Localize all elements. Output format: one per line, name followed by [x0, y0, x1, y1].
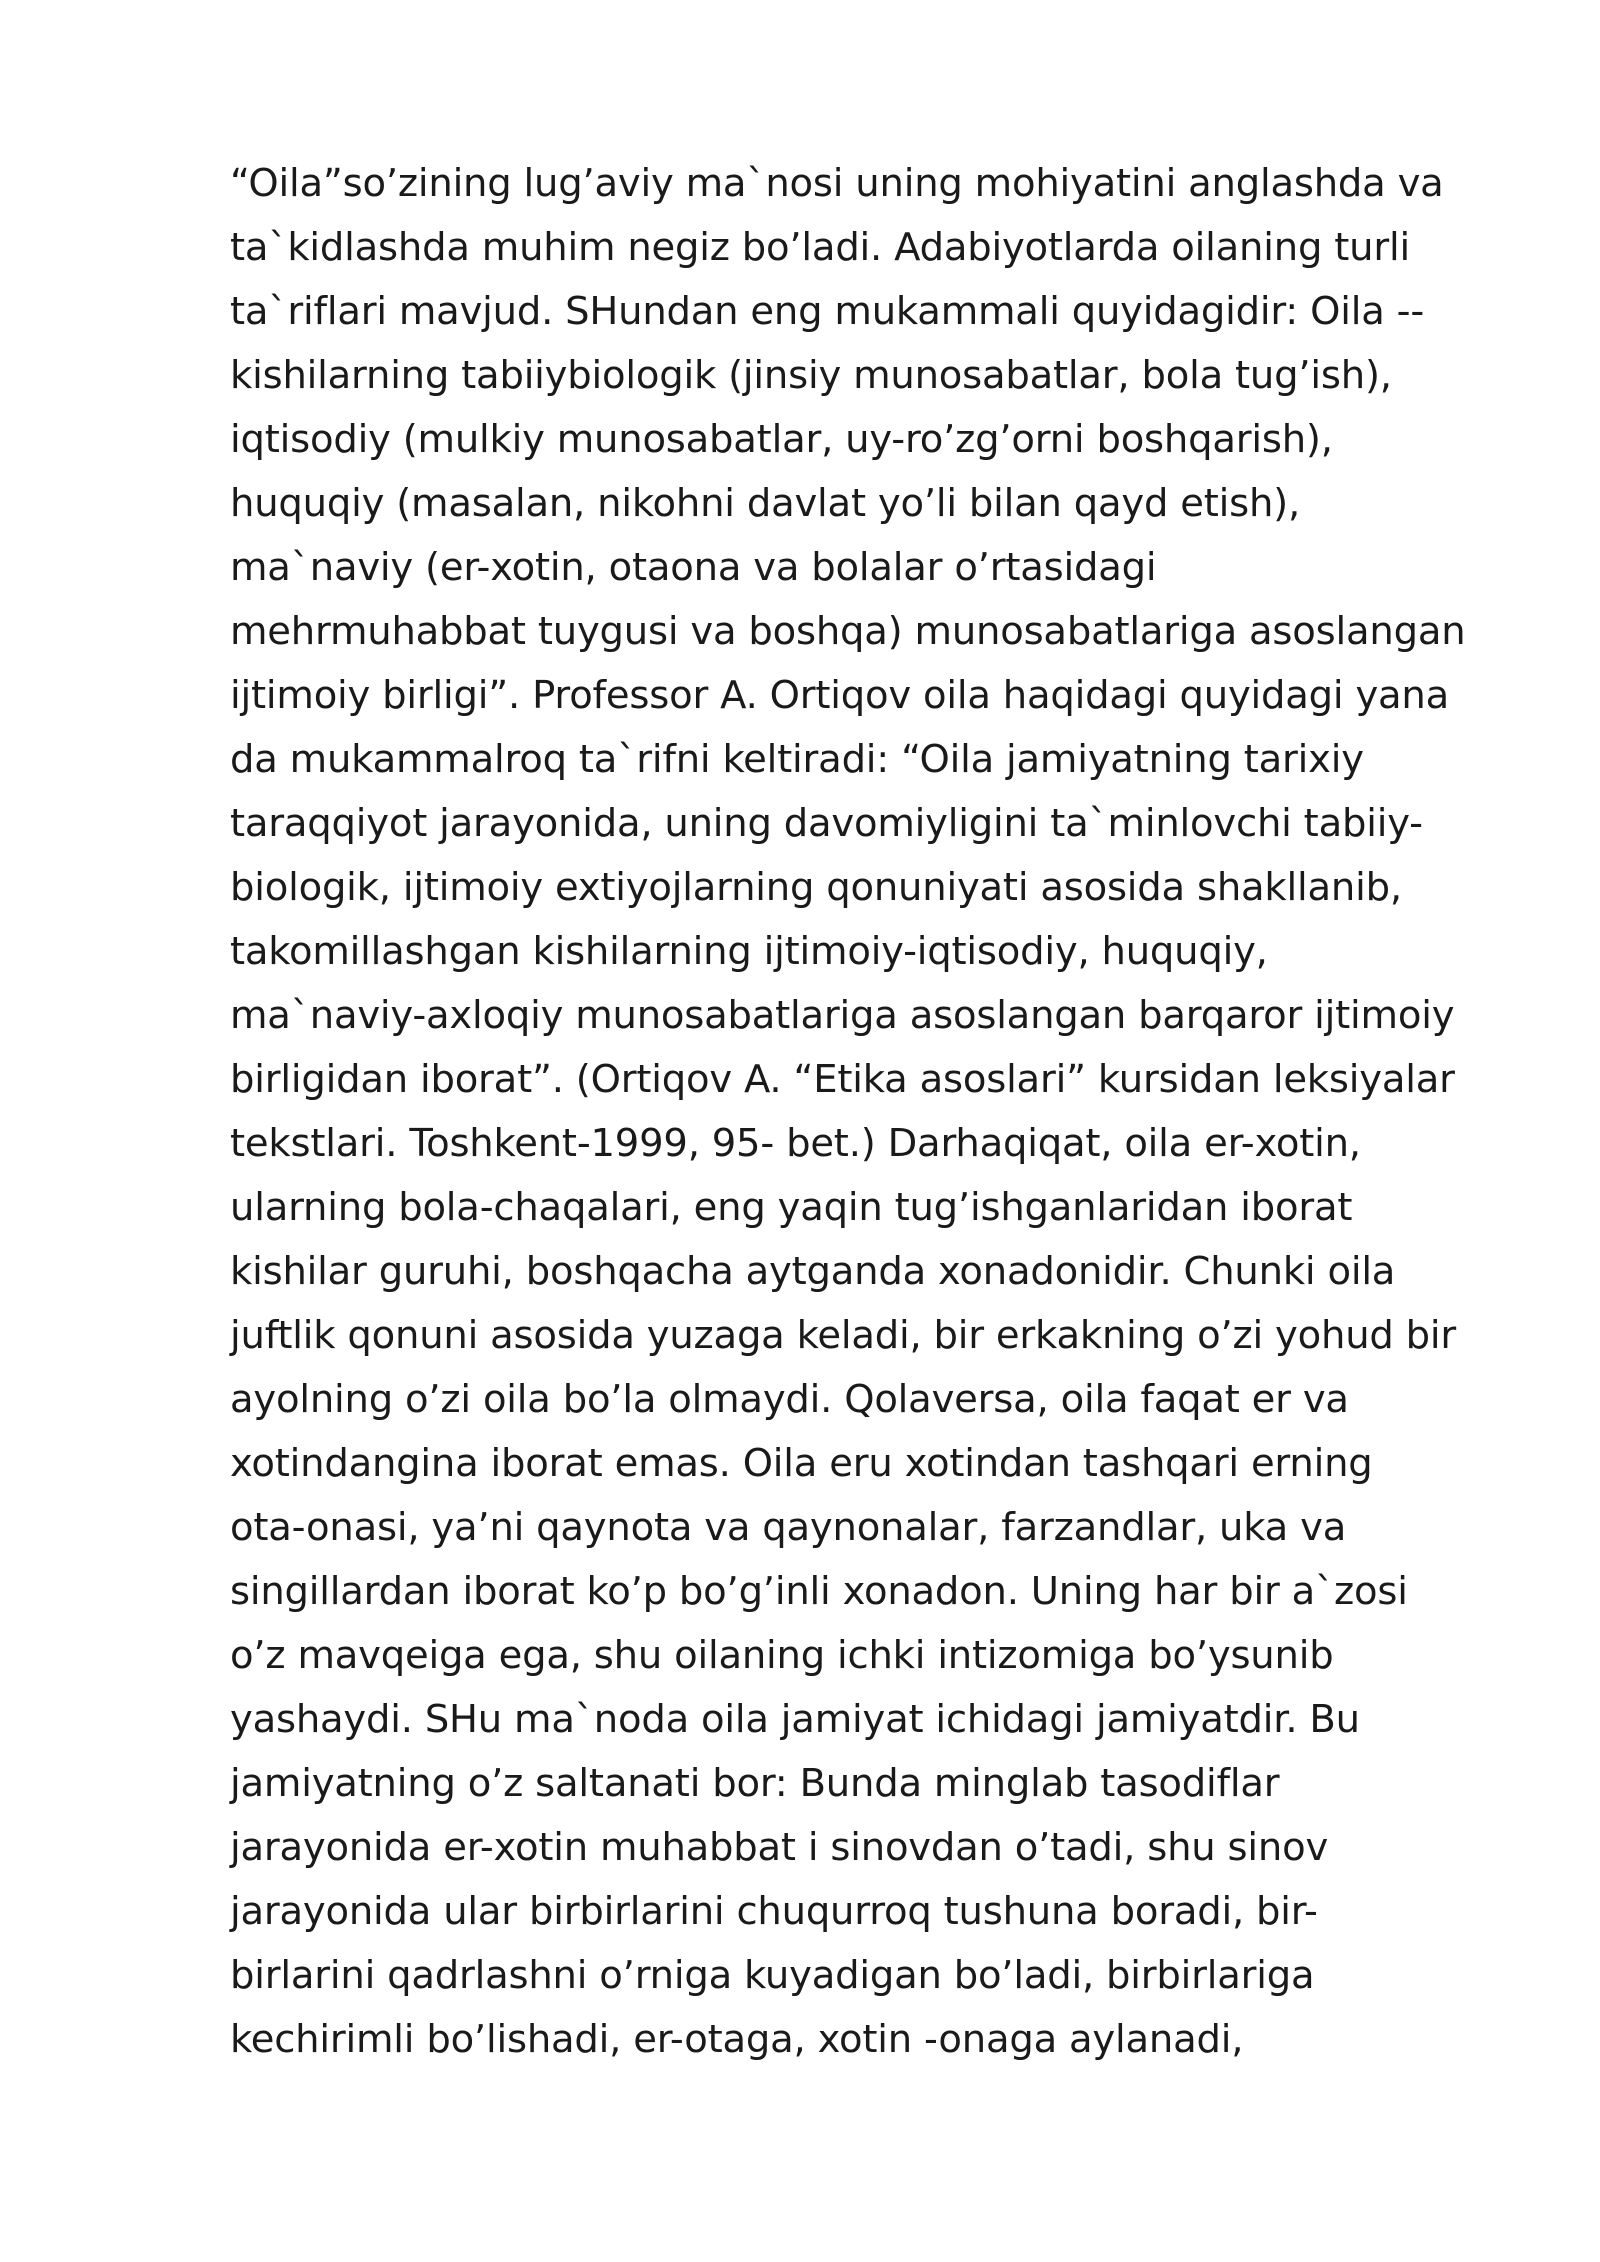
text-line: ma`naviy (er-xotin, otaona va bolalar o’rtasidagi: [230, 545, 1157, 590]
text-line: huquqiy (masalan, nikohni davlat yo’li bilan qayd etish),: [230, 481, 1301, 526]
text-line: iqtisodiy (mulkiy munosabatlar, uy-ro’zg’orni boshqarish),: [230, 417, 1333, 462]
text-line: da mukammalroq ta`rifni keltiradi: “Oila jamiyatning tarixiy: [230, 737, 1364, 782]
text-line: ta`kidlashda muhim negiz bo’ladi. Adabiyotlarda oilaning turli: [230, 225, 1410, 270]
text-line: mehrmuhabbat tuygusi va boshqa) munosabatlariga asoslangan: [230, 609, 1466, 654]
text-line: ularning bola-chaqalari, eng yaqin tug’ishganlaridan iborat: [230, 1185, 1353, 1230]
text-line: taraqqiyot jarayonida, uning davomiyligini ta`minlovchi tabiiy-: [230, 801, 1423, 846]
body-paragraph: [230, 152, 1530, 2072]
text-line: jamiyatning o’z saltanati bor: Bunda minglab tasodiflar: [230, 1761, 1280, 1806]
text-line: birligidan iborat”. (Ortiqov A. “Etika asoslari” kursidan leksiyalar: [230, 1057, 1455, 1102]
text-line: takomillashgan kishilarning ijtimoiy-iqtisodiy, huquqiy,: [230, 929, 1268, 974]
text-line: o’z mavqeiga ega, shu oilaning ichki intizomiga bo’ysunib: [230, 1633, 1334, 1678]
text-line: singillardan iborat ko’p bo’g’inli xonadon. Uning har bir a`zosi: [230, 1569, 1408, 1614]
text-line: ma`naviy-axloqiy munosabatlariga asoslangan barqaror ijtimoiy: [230, 993, 1455, 1038]
text-line: kishilar guruhi, boshqacha aytganda xonadonidir. Chunki oila: [230, 1249, 1396, 1294]
text-line: kishilarning tabiiybiologik (jinsiy munosabatlar, bola tug’ish),: [230, 353, 1392, 398]
text-line: ta`riflari mavjud. SHundan eng mukammali quyidagidir: Oila --: [230, 289, 1425, 334]
text-line: tekstlari. Toshkent-1999, 95- bet.) Darhaqiqat, oila er-xotin,: [230, 1121, 1361, 1166]
text-line: ayolning o’zi oila bo’la olmaydi. Qolaversa, oila faqat er va: [230, 1377, 1349, 1422]
text-line: “Oila”so’zining lug’aviy ma`nosi uning mohiyatini anglashda va: [230, 161, 1444, 206]
text-line: yashaydi. SHu ma`noda oila jamiyat ichidagi jamiyatdir. Bu: [230, 1697, 1360, 1742]
text-line: ijtimoiy birligi”. Professor A. Ortiqov oila haqidagi quyidagi yana: [230, 673, 1450, 718]
text-line: xotindangina iborat emas. Oila eru xotindan tashqari erning: [230, 1441, 1373, 1486]
text-line: biologik, ijtimoiy extiyojlarning qonuniyati asosida shakllanib,: [230, 865, 1402, 910]
text-line: jarayonida er-xotin muhabbat i sinovdan o’tadi, shu sinov: [230, 1825, 1329, 1870]
text-line: birlarini qadrlashni o’rniga kuyadigan bo’ladi, birbirlariga: [230, 1953, 1315, 1998]
text-line: juftlik qonuni asosida yuzaga keladi, bir erkakning o’zi yohud bir: [230, 1313, 1457, 1358]
text-line: jarayonida ular birbirlarini chuqurroq tushuna boradi, bir-: [230, 1889, 1318, 1934]
text-line: kechirimli bo’lishadi, er-otaga, xotin -onaga aylanadi,: [230, 2017, 1244, 2062]
text-line: ota-onasi, ya’ni qaynota va qaynonalar, farzandlar, uka va: [230, 1505, 1347, 1550]
